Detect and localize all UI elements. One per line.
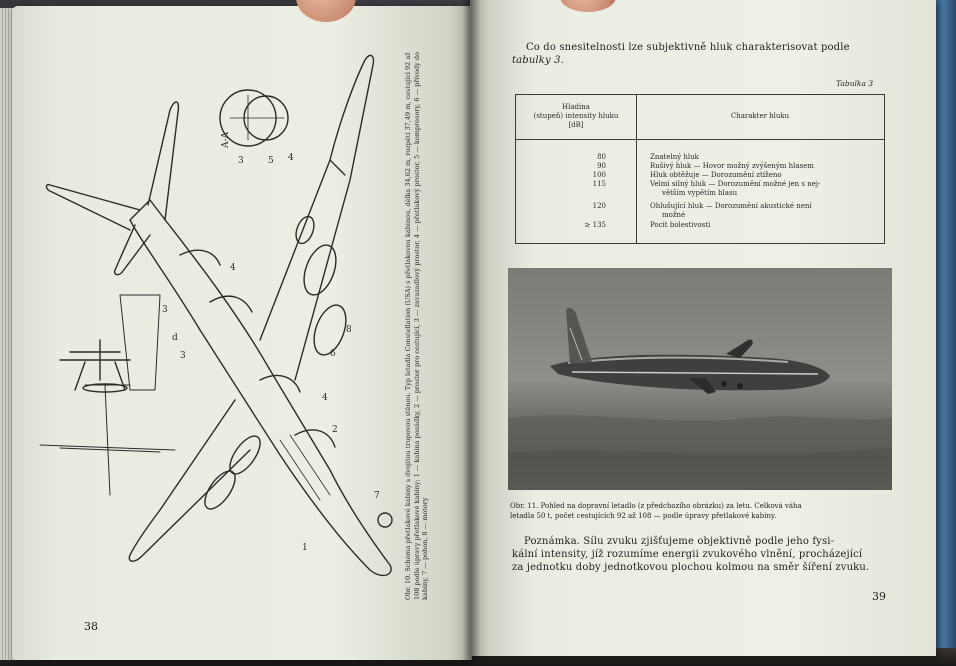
figure-label: 1 [302, 543, 308, 553]
cutaway-aircraft-drawing [30, 40, 450, 620]
header-line: (stupeň) intensity hluku [533, 112, 619, 120]
figure-label: 8 [346, 325, 352, 335]
figure-label: 4 [322, 393, 328, 403]
figure-11-caption-line: letadla 50 t, počet cestujících 92 až 108 — podle úpravy přetlakové kabiny. [510, 512, 777, 520]
figure-label: 7 [374, 491, 380, 501]
noise-level-table [515, 94, 885, 244]
table-cell-character: Pocit bolestivosti [650, 221, 711, 229]
intro-text-line: tabulky 3. [512, 55, 564, 66]
table-cell-level: 100 [592, 171, 606, 179]
figure-label: 2 [332, 425, 338, 435]
note-text-line: Poznámka. Sílu zvuku zjišťujeme objektivně podle jeho fysi- [524, 536, 835, 547]
aircraft-photo-illustration [508, 268, 892, 490]
figure-label: 3 [162, 305, 168, 315]
figure-10-caption: Obr. 10. Schéma přetlakové kabiny s dvojitou trupovou stěnou. Typ letadla Constellation (USA) s přetlakovou kabinou, délka 34,62 m, rozpětí 37,49 m, cestující 92 až 108 podle úpravy přetlakové kabiny; 1 — kabina posádky, 2 — prostor pro cestující, 3 — zavazadlový prostor, 4 — přetlakový prostor, 5 — kompresory, 6 — přívody do kabiny, 7 — pohon, 8 — motory [404, 52, 429, 600]
page-number-left: 38 [84, 620, 98, 633]
table-cell-character: větším vypětím hlasu [662, 189, 738, 197]
figure-label: 5 [268, 156, 274, 166]
table-cell-level: 90 [597, 162, 606, 170]
table-cell-character: Rušivý hluk — Hovor možný zvýšeným hlasem [650, 162, 814, 170]
table-header-character: Charakter hluku [730, 112, 790, 120]
table-label: Tabulka 3 [836, 79, 874, 88]
table-cell-character: Ohlušující hluk — Dorozumění akustické není [650, 202, 812, 210]
table-header-separator [516, 139, 884, 140]
figure-11-caption-line: Obr. 11. Pohled na dopravní letadlo (z předchozího obrázku) za letu. Celková váha [510, 502, 802, 510]
header-line: [dB] [568, 121, 584, 129]
figure-label: d [172, 333, 178, 343]
header-line: Hladina [562, 103, 590, 111]
page-number-right: 39 [872, 590, 886, 603]
table-cell-character: Znatelný hluk [650, 153, 699, 161]
table-cell-character: možné [662, 211, 686, 219]
book-gutter [462, 0, 480, 660]
intro-text-line: Co do snesitelnosti lze subjektivně hluk charakterisovat podle [526, 42, 850, 53]
figure-label: 4 [230, 263, 236, 273]
table-cell-character: Hluk obtěžuje — Dorozumění ztíženo [650, 171, 782, 179]
aircraft-in-flight-photo [508, 268, 892, 490]
table-cell-level: 115 [592, 180, 606, 188]
note-text-line: za jednotku doby jednotkovou plochou kolmou na směr šíření zvuku. [512, 562, 870, 573]
figure-label: A-A [221, 131, 231, 148]
table-cell-character: Velmi silný hluk — Dorozumění možné jen s nej- [650, 180, 821, 188]
figure-label: 4 [288, 153, 294, 163]
figure-label: 3 [180, 351, 186, 361]
figure-label: 3 [238, 156, 244, 166]
table-cell-level: 120 [592, 202, 606, 210]
table-cell-level: 80 [597, 153, 606, 161]
note-text-line: kální intensity, jíž rozumíme energii zvukového vlnění, procházející [512, 549, 863, 560]
table-cell-level: ≥ 135 [584, 221, 606, 229]
figure-label: 6 [330, 349, 336, 359]
table-header-level [516, 103, 636, 130]
